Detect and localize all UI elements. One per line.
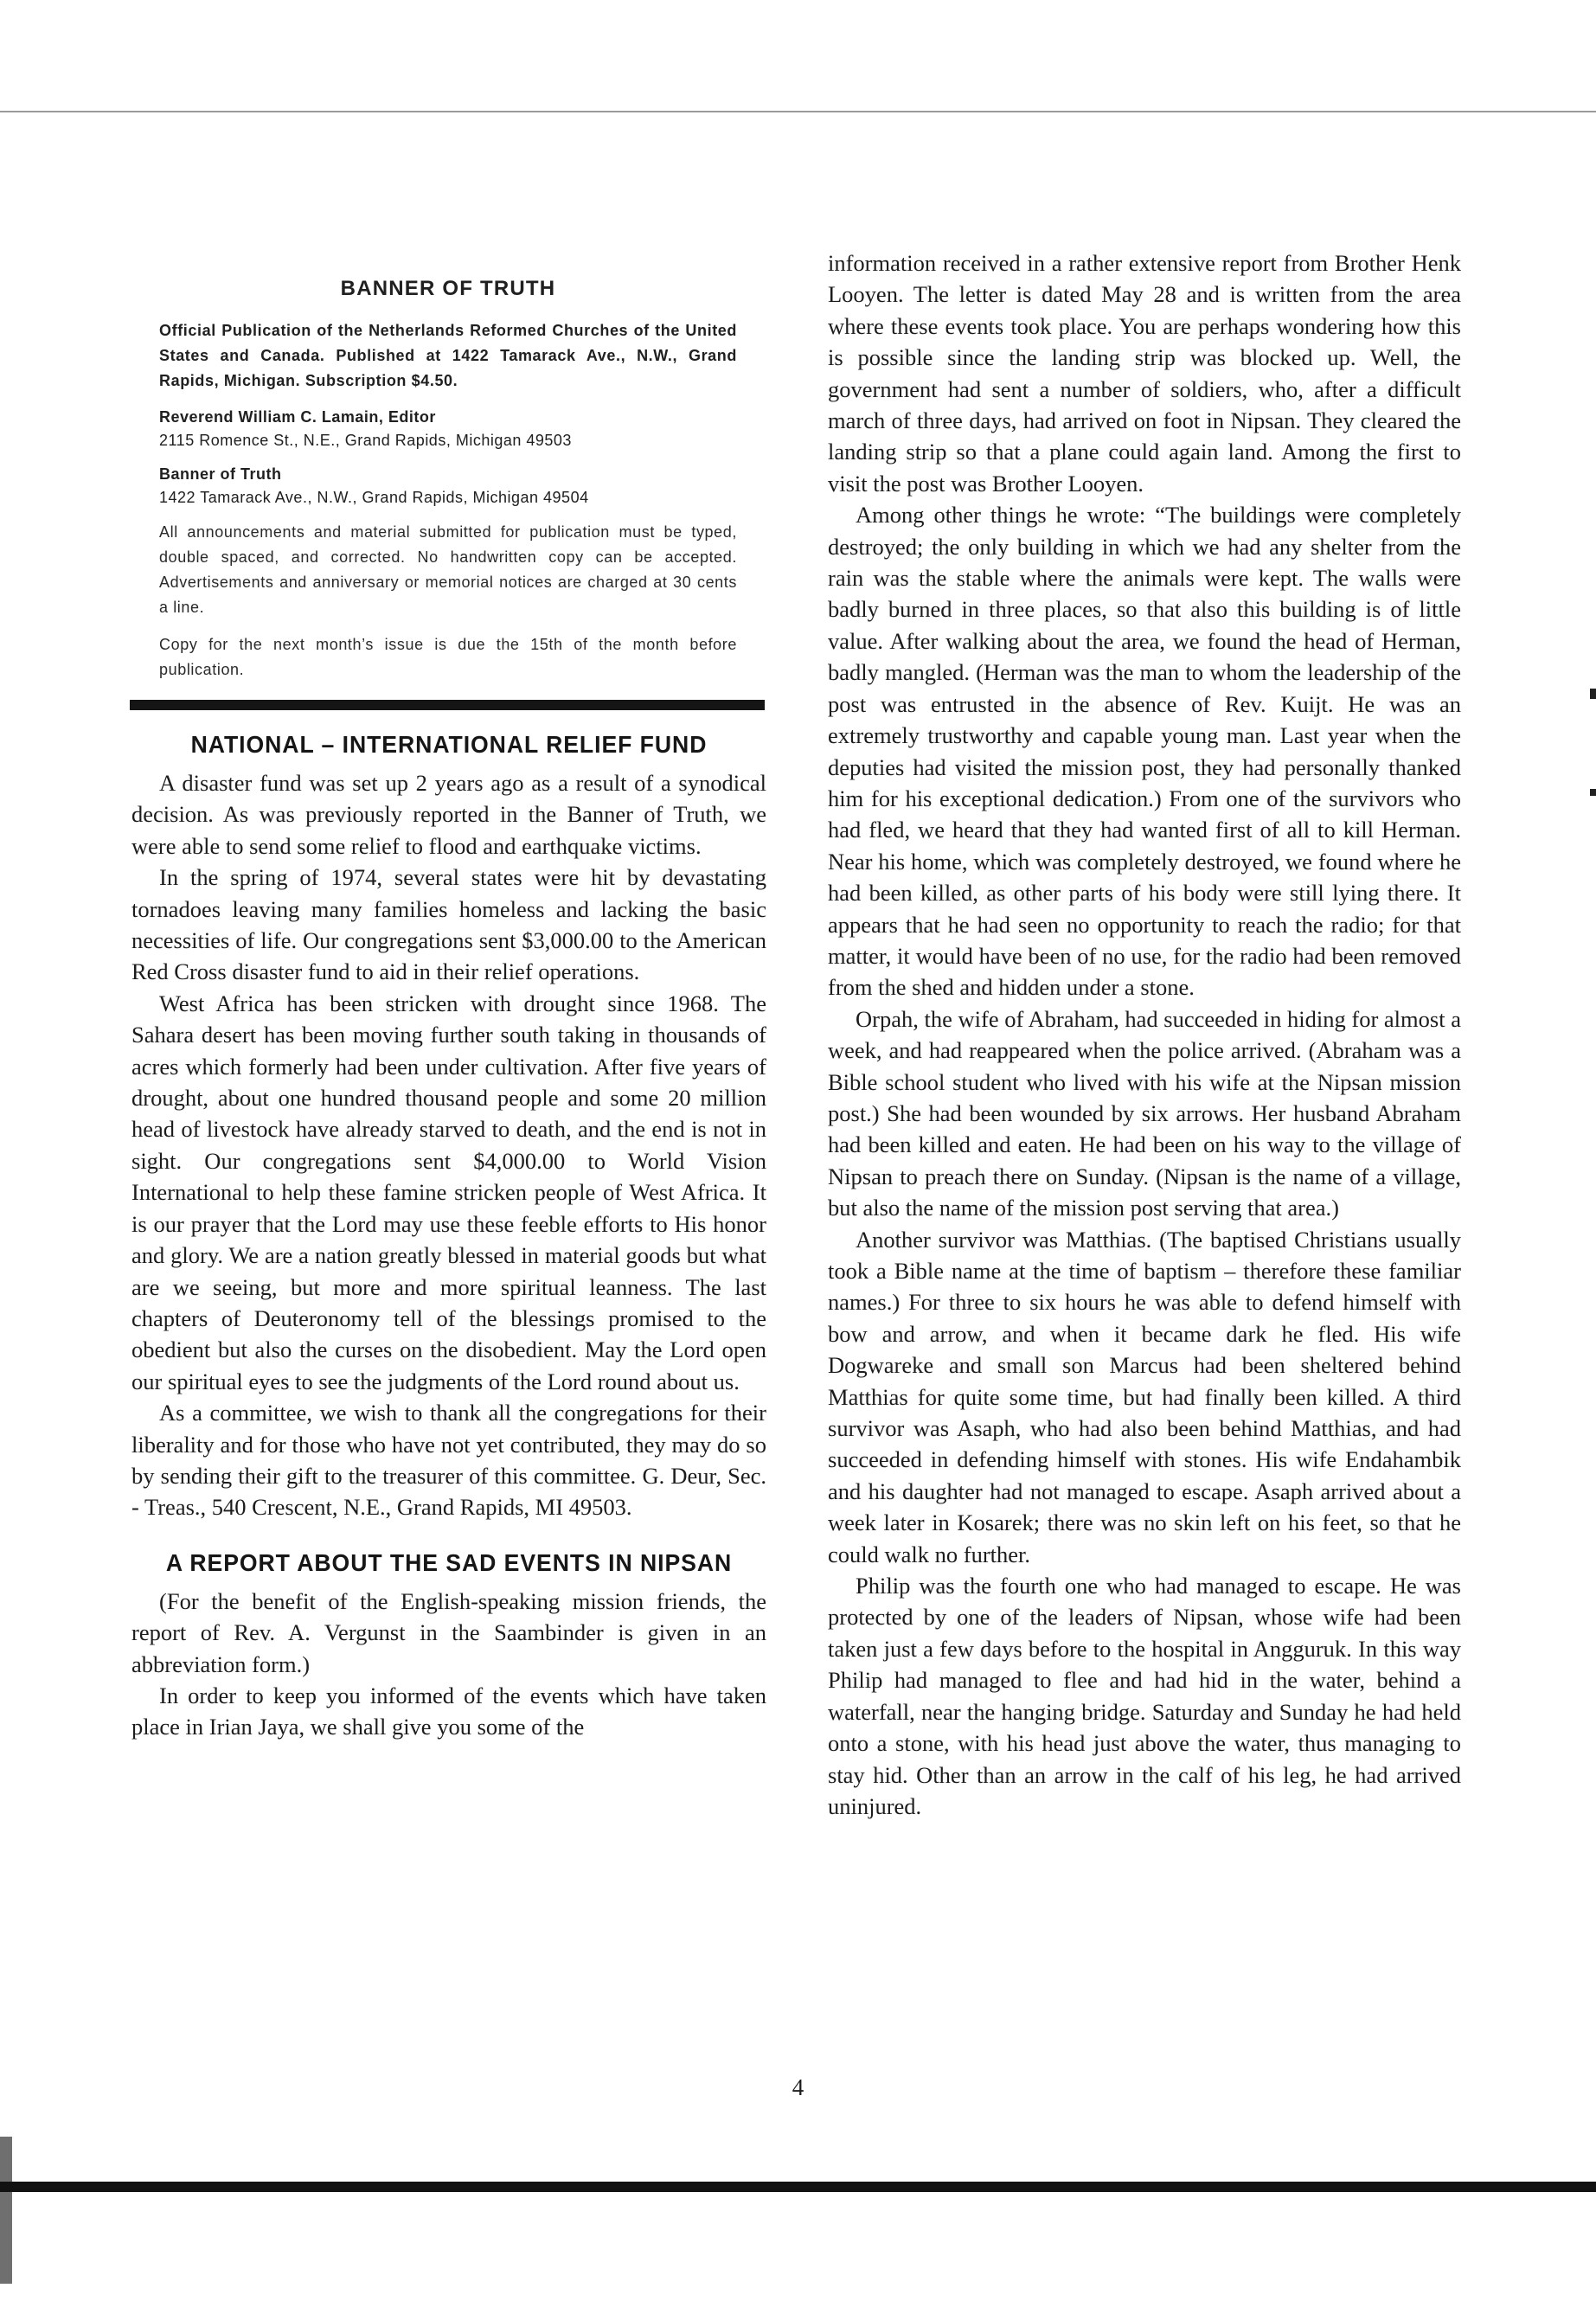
office-address: 1422 Tamarack Ave., N.W., Grand Rapids, Michigan 49504	[159, 489, 589, 506]
nipsan-paragraph: Philip was the fourth one who had managed to escape. He was protected by one of the leaders of Nipsan, whose wife had been taken just a few days before to the hospital in Angguruk. In this way Philip had managed to flee and had hid in the water, behind a waterfall, near the hanging bridge. Saturday and Sunday he had held onto a stone, with his head just above the water, thus managing to stay hid. Other than an arrow in the calf of his leg, he had arrived uninjured.	[828, 1573, 1461, 1819]
publication-info: Official Publication of the Netherlands Reformed Churches of the United States and Canada. Published at 1422 Tamarack Ave., N.W., Grand Rapids, Michigan. Subscription $4.50.	[159, 322, 737, 389]
nipsan-paragraph: In order to keep you informed of the events which have taken place in Irian Jaya, we shall give you some of the	[131, 1682, 766, 1740]
editor-address: 2115 Romence St., N.E., Grand Rapids, Michigan 49503	[159, 432, 572, 449]
scan-edge-mark	[1590, 689, 1596, 699]
nipsan-report-heading: A REPORT ABOUT THE SAD EVENTS IN NIPSAN	[165, 1548, 733, 1576]
scan-top-edge	[0, 111, 1596, 112]
masthead	[131, 277, 766, 683]
masthead-divider	[130, 700, 765, 710]
nipsan-paragraph: Another survivor was Matthias. (The baptised Christians usually took a Bible name at the time of baptism – therefore these familiar names.) For three to six hours he was able to defend himself with bow and arrow, and when it became dark he fled. His wife Dogwareke and small son Marcus had been sheltered behind Matthias for quite some time, but had finally been killed. A third survivor was Asaph, who had also been behind Matthias, and had succeeded in defending himself with stones. His wife Endahambik and his daughter had not managed to escape. Asaph arrived about a week later in Kosarek; there was no skin left on his feet, so that he could walk no further.	[828, 1226, 1461, 1567]
copy-deadline-note: Copy for the next month’s issue is due the 15th of the month before publication.	[159, 636, 737, 678]
office-block	[159, 463, 737, 510]
office-name: Banner of Truth	[159, 465, 282, 483]
editor-block	[159, 406, 737, 452]
scan-bottom-edge	[0, 2182, 1596, 2192]
announcements-note: All announcements and material submitted for publication must be typed, double spaced, and corrected. No handwritten copy can be accepted. Advertisements and anniversary or memorial notices are charged at 30 cents a line.	[159, 523, 737, 616]
right-column	[828, 247, 1461, 1822]
left-column	[131, 277, 766, 1743]
relief-paragraph: A disaster fund was set up 2 years ago as a result of a synodical decision. As was previously reported in the Banner of Truth, we were able to send some relief to flood and earthquake victims.	[131, 770, 766, 859]
scan-edge-mark	[1590, 789, 1596, 796]
nipsan-paragraph: Among other things he wrote: “The buildings were completely destroyed; the only building in which we had any shelter from the rain was the stable where the animals were kept. The walls were badly burned in three places, so that also this building is of little value. After walking about the area, we found the head of Herman, badly mangled. (Herman was the man to whom the leadership of the post was entrusted in the absence of Rev. Kuijt. He was an extremely trustworthy and capable young man. Last year when the deputies had visited the mission post, they had personally thanked him for his exceptional dedication.) From one of the survivors who had fled, we heard that they had wanted first of all to kill Herman. Near his home, which was completely destroyed, we found where he had been killed, as other parts of his body were still lying there. It appears that he had seen no opportunity to reach the radio; for that matter, it would have been of no use, for the radio had been removed from the shed and hidden under a stone.	[828, 502, 1461, 1001]
nipsan-continuation: information received in a rather extensive report from Brother Henk Looyen. The letter is dated May 28 and is written from the area where these events took place. You are perhaps wondering how this is possible since the landing strip was blocked up. Well, the government had sent a number of soldiers, who, after a difficult march of three days, had arrived on foot in Nipsan. They cleared the landing strip so that a plane could again land. Among the first to visit the post was Brother Looyen.	[828, 250, 1461, 497]
masthead-title: BANNER OF TRUTH	[340, 277, 556, 300]
page-number: 4	[792, 2074, 804, 2100]
relief-paragraph: West Africa has been stricken with drought since 1968. The Sahara desert has been moving further south taking in thousands of acres which formerly had been under cultivation. After five years of drought, about one hundred thousand people and some 20 million head of livestock have already starved to death, and the end is not in sight. Our congregations sent $4,000.00 to World Vision International to help these famine stricken people of West Africa. It is our prayer that the Lord may use these feeble efforts to His honor and glory. We are a nation greatly blessed in material goods but what are we seeing, but more and more spiritual leanness. The last chapters of Deuteronomy tell of the blessings promised to the obedient but also the curses on the disobedient. May the Lord open our spiritual eyes to see the judgments of the Lord round about us.	[131, 990, 766, 1394]
nipsan-paragraph: Orpah, the wife of Abraham, had succeeded in hiding for almost a week, and had reappeared when the police arrived. (Abraham was a Bible school student who lived with his wife at the Nipsan mission post.) She had been wounded by six arrows. Her husband Abraham had been killed and eaten. He had been on his way to the village of Nipsan to preach there on Sunday. (Nipsan is the name of a village, but also the name of the mission post serving that area.)	[828, 1005, 1461, 1221]
nipsan-paragraph: (For the benefit of the English-speaking mission friends, the report of Rev. A. Vergunst in the Saambinder is given in an abbreviation form.)	[131, 1587, 766, 1677]
scan-left-edge	[0, 2137, 12, 2284]
editor-name: Reverend William C. Lamain, Editor	[159, 408, 436, 426]
relief-fund-heading: NATIONAL – INTERNATIONAL RELIEF FUND	[190, 731, 708, 758]
relief-paragraph: In the spring of 1974, several states were hit by devastating tornadoes leaving many families homeless and lacking the basic necessities of life. Our congregations sent $3,000.00 to the American Red Cross disaster fund to aid in their relief operations.	[131, 864, 766, 985]
relief-paragraph: As a committee, we wish to thank all the congregations for their liberality and for those who have not yet contributed, they may do so by sending their gift to the treasurer of this committee. G. Deur, Sec. - Treas., 540 Crescent, N.E., Grand Rapids, MI 49503.	[131, 1400, 766, 1521]
